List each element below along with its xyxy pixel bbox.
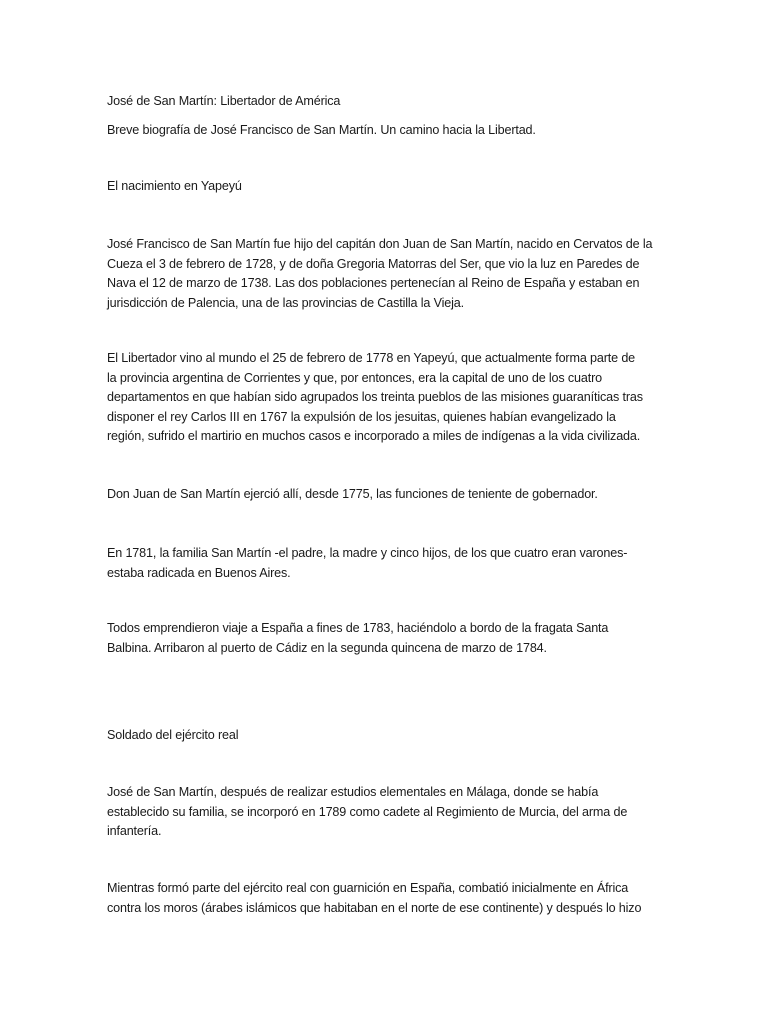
paragraph-army-service [107,879,641,918]
paragraph-line: Don Juan de San Martín ejerció allí, desde 1775, las funciones de teniente de gobernador. [107,487,598,501]
paragraph-parents [107,235,652,313]
paragraph-line: Nava el 12 de marzo de 1738. Las dos poblaciones pertenecían al Reino de España y estaban en [107,276,640,291]
paragraph-line: El Libertador vino al mundo el 25 de febrero de 1778 en Yapeyú, que actualmente forma parte de [107,351,636,365]
paragraph-father-role [107,485,598,505]
paragraph-line: estaba radicada en Buenos Aires. [107,565,291,580]
paragraph-line: Mientras formó parte del ejército real con guarnición en España, combatió inicialmente en África [107,881,629,895]
paragraph-line: establecido su familia, se incorporó en 1789 como cadete al Regimiento de Murcia, del arma de [107,804,628,819]
section-heading-nacimiento: El nacimiento en Yapeyú [107,179,242,193]
document-title: José de San Martín: Libertador de América [107,94,341,108]
document-subtitle: Breve biografía de José Francisco de San Martín. Un camino hacia la Libertad. [107,123,536,137]
paragraph-line: disponer el rey Carlos III en 1767 la expulsión de los jesuitas, quienes habían evangelizado la [107,409,616,424]
paragraph-cadet [107,783,627,842]
paragraph-line: la provincia argentina de Corrientes y que, por entonces, era la capital de uno de los cuatro [107,370,603,385]
paragraph-line: Balbina. Arribaron al puerto de Cádiz en la segunda quincena de marzo de 1784. [107,640,547,655]
paragraph-line: departamentos en que habían sido agrupados los treinta pueblos de las misiones guaraníticas tras [107,390,643,405]
paragraph-line: infantería. [107,824,162,839]
paragraph-line: José de San Martín, después de realizar estudios elementales en Málaga, donde se había [107,785,599,799]
paragraph-line: jurisdicción de Palencia, una de las provincias de Castilla la Vieja. [107,295,464,310]
paragraph-line: Todos emprendieron viaje a España a fines de 1783, haciéndolo a bordo de la fragata Santa [107,621,609,635]
paragraph-voyage [107,619,608,658]
paragraph-line: En 1781, la familia San Martín -el padre, la madre y cinco hijos, de los que cuatro eran varones- [107,546,628,560]
paragraph-line: contra los moros (árabes islámicos que habitaban en el norte de ese continente) y después lo hizo [107,900,642,915]
paragraph-line: región, sufrido el martirio en muchos casos e incorporado a miles de indígenas a la vida civilizada. [107,429,641,444]
paragraph-birth [107,349,643,447]
paragraph-line: Cueza el 3 de febrero de 1728, y de doña Gregoria Matorras del Ser, que vio la luz en Paredes de [107,256,640,271]
section-heading-soldado: Soldado del ejército real [107,728,239,742]
paragraph-line: José Francisco de San Martín fue hijo del capitán don Juan de San Martín, nacido en Cervatos de la [107,237,653,251]
paragraph-family-1781 [107,544,627,583]
